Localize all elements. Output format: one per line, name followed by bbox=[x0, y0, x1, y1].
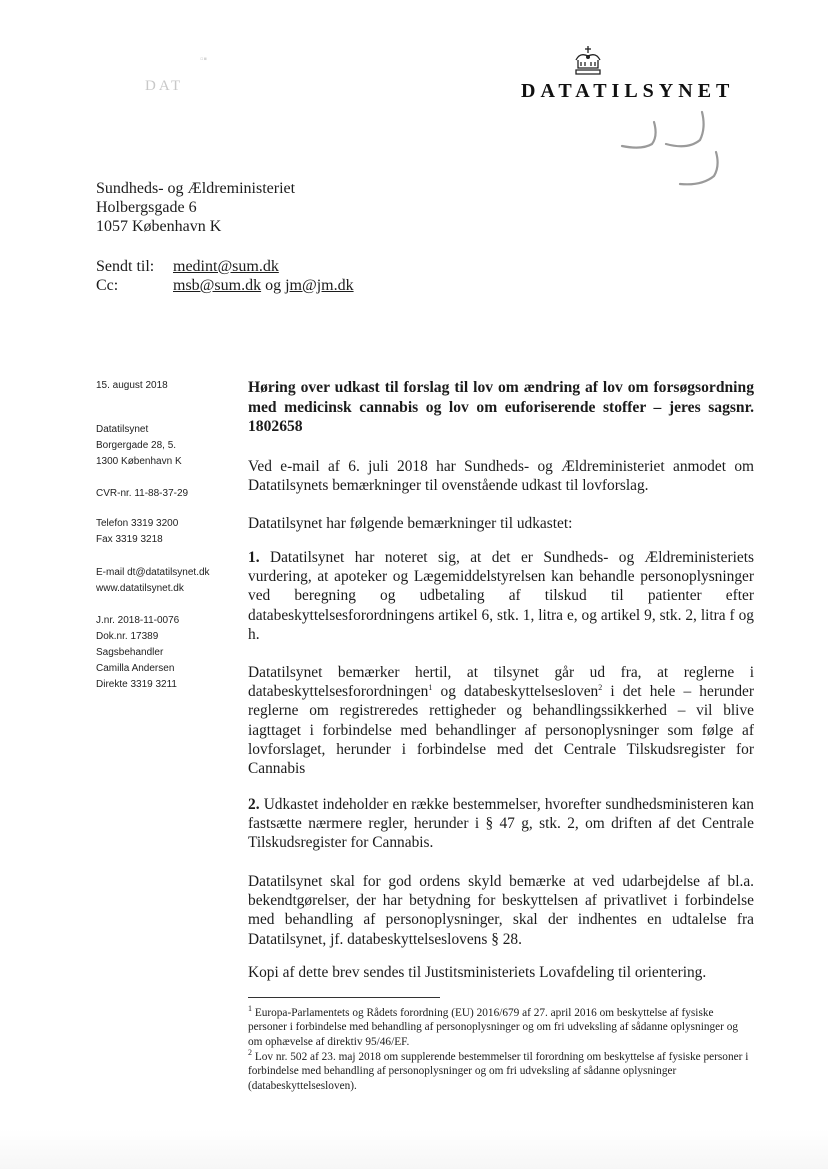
footnote-1 bbox=[248, 1006, 750, 1049]
crown-icon bbox=[572, 44, 604, 78]
cc-email-link-2[interactable]: jm@jm.dk bbox=[285, 277, 354, 294]
paragraph-consultation: Datatilsynet skal for god ordens skyld bemærke at ved udarbejdelse af bl.a. bekendtgørelser, der har betydning for beskyttelsen af privatlivet i forbindelse med behandling af personoplysninger, skal der indhentes en udtalelse fra Datatilsynet, jf. databeskyttelseslovens § 28. bbox=[248, 873, 754, 948]
direct-phone: Direkte 3319 3211 bbox=[96, 679, 177, 690]
document-number: Dok.nr. 17389 bbox=[96, 631, 159, 642]
footnote-1-mark: 1 bbox=[248, 1004, 252, 1014]
ghost-logo-text: DAT bbox=[145, 78, 184, 94]
recipient-line: Sundheds- og Ældreministeriet bbox=[96, 180, 296, 197]
point-2-text: Udkastet indeholder en række bestemmelser, hvorefter sundhedsministeren kan fastsætte nærmere regler, herunder i § 47 g, stk. 2, om driften af det Centrale Tilskudsregister for Cannabis. bbox=[248, 796, 754, 852]
caseworker-label: Sagsbehandler bbox=[96, 647, 164, 658]
sender-street: Borgergade 28, 5. bbox=[96, 440, 177, 451]
cvr-number: CVR-nr. 11-88-37-29 bbox=[96, 488, 189, 499]
recipient-line: 1057 København K bbox=[96, 218, 222, 235]
recipient-line: Holbergsgade 6 bbox=[96, 199, 197, 216]
scan-shadow bbox=[0, 1129, 828, 1169]
cc-label: Cc: bbox=[96, 277, 119, 294]
footnote-2-text: Lov nr. 502 af 23. maj 2018 om supplerende bestemmelser til forordning om beskyttelse af fysiske personer i forbindelse med behandling af personoplysninger og om fri udveksling af sådanne oplysninger (databeskyttelsesloven). bbox=[248, 1051, 749, 1092]
cc-join: og bbox=[265, 277, 282, 294]
point-1-text: Datatilsynet har noteret sig, at det er Sundheds- og Ældreministeriets vurdering, at apoteker og Lægemiddelstyrelsen kan behandle personoplysninger ved beregning og udbetaling af tilskud til patienter efter databeskyttelsesforordningens artikel 6, stk. 1, litra e, og artikel 9, stk. 2, litra f og h. bbox=[248, 549, 754, 643]
footnote-ref-1[interactable]: 1 bbox=[428, 683, 433, 693]
sent-to-label: Sendt til: bbox=[96, 258, 155, 275]
letter-date: 15. august 2018 bbox=[96, 380, 168, 391]
fax-number: Fax 3319 3218 bbox=[96, 534, 163, 545]
phone-number: Telefon 3319 3200 bbox=[96, 518, 179, 529]
footnote-2 bbox=[248, 1050, 750, 1093]
sent-to-email-link[interactable]: medint@sum.dk bbox=[173, 258, 279, 275]
paragraph-intro: Ved e-mail af 6. juli 2018 har Sundheds- og Ældreministeriet anmodet om Datatilsynets bemærkninger til ovenstående udkast til lovforslag. bbox=[248, 458, 754, 495]
footnote-ref-2[interactable]: 2 bbox=[598, 683, 603, 693]
paragraph-point-1 bbox=[248, 548, 754, 644]
caseworker-name: Camilla Andersen bbox=[96, 663, 175, 674]
ghost-mark-icon: ▫▪ bbox=[200, 54, 208, 65]
sender-email[interactable]: E-mail dt@datatilsynet.dk bbox=[96, 567, 210, 578]
letter-subject: Høring over udkast til forslag til lov om ændring af lov om forsøgsordning med medicinsk cannabis og lov om euforiserende stoffer – jeres sagsnr. 1802658 bbox=[248, 379, 754, 435]
paragraph-point-2 bbox=[248, 795, 754, 853]
sender-name: Datatilsynet bbox=[96, 424, 149, 435]
handwritten-initials-icon bbox=[618, 106, 728, 186]
reference-block bbox=[96, 613, 179, 693]
recipient-address bbox=[96, 179, 295, 236]
paragraph-copy-note: Kopi af dette brev sendes til Justitsministeriets Lovafdeling til orientering. bbox=[248, 964, 707, 981]
regulation-note-text-b: og databeskyttelsesloven bbox=[432, 683, 599, 701]
regulation-note-text-a: Datatilsynet bemærker hertil, at tilsynet går ud fra, at reglerne i databeskyttelsesforordningen bbox=[248, 664, 754, 701]
paragraph-remarks-lead: Datatilsynet har følgende bemærkninger til udkastet: bbox=[248, 515, 573, 532]
cc-email-link-1[interactable]: msb@sum.dk bbox=[173, 277, 262, 294]
web-block bbox=[96, 565, 210, 597]
paragraph-regulation-note bbox=[248, 663, 754, 778]
footnote-2-mark: 2 bbox=[248, 1048, 252, 1058]
brand-name: DATATILSYNET bbox=[521, 80, 735, 102]
journal-number: J.nr. 2018-11-0076 bbox=[96, 615, 180, 626]
point-1-number: 1. bbox=[248, 549, 260, 566]
footnote-divider bbox=[248, 997, 440, 998]
phone-block bbox=[96, 516, 178, 548]
sender-city: 1300 København K bbox=[96, 456, 182, 467]
sender-address bbox=[96, 422, 182, 470]
regulation-note-text-c: i det hele – herunder reglerne om registreredes rettigheder og behandlingssikkerhed – vil blive iagttaget i forbindelse med behandlinger af personoplysninger som følge af lovforslaget, herunder i forbindelse med det Centrale Tilskudsregister for Cannabis bbox=[248, 683, 755, 778]
sender-website[interactable]: www.datatilsynet.dk bbox=[96, 583, 184, 594]
point-2-number: 2. bbox=[248, 796, 260, 813]
footnote-1-text: Europa-Parlamentets og Rådets forordning (EU) 2016/679 af 27. april 2016 om beskyttelse af fysiske personer i forbindelse med behandling af personoplysninger og om fri udveksling af sådanne oplysninger og om ophævelse af direktiv 95/46/EF. bbox=[248, 1007, 739, 1048]
